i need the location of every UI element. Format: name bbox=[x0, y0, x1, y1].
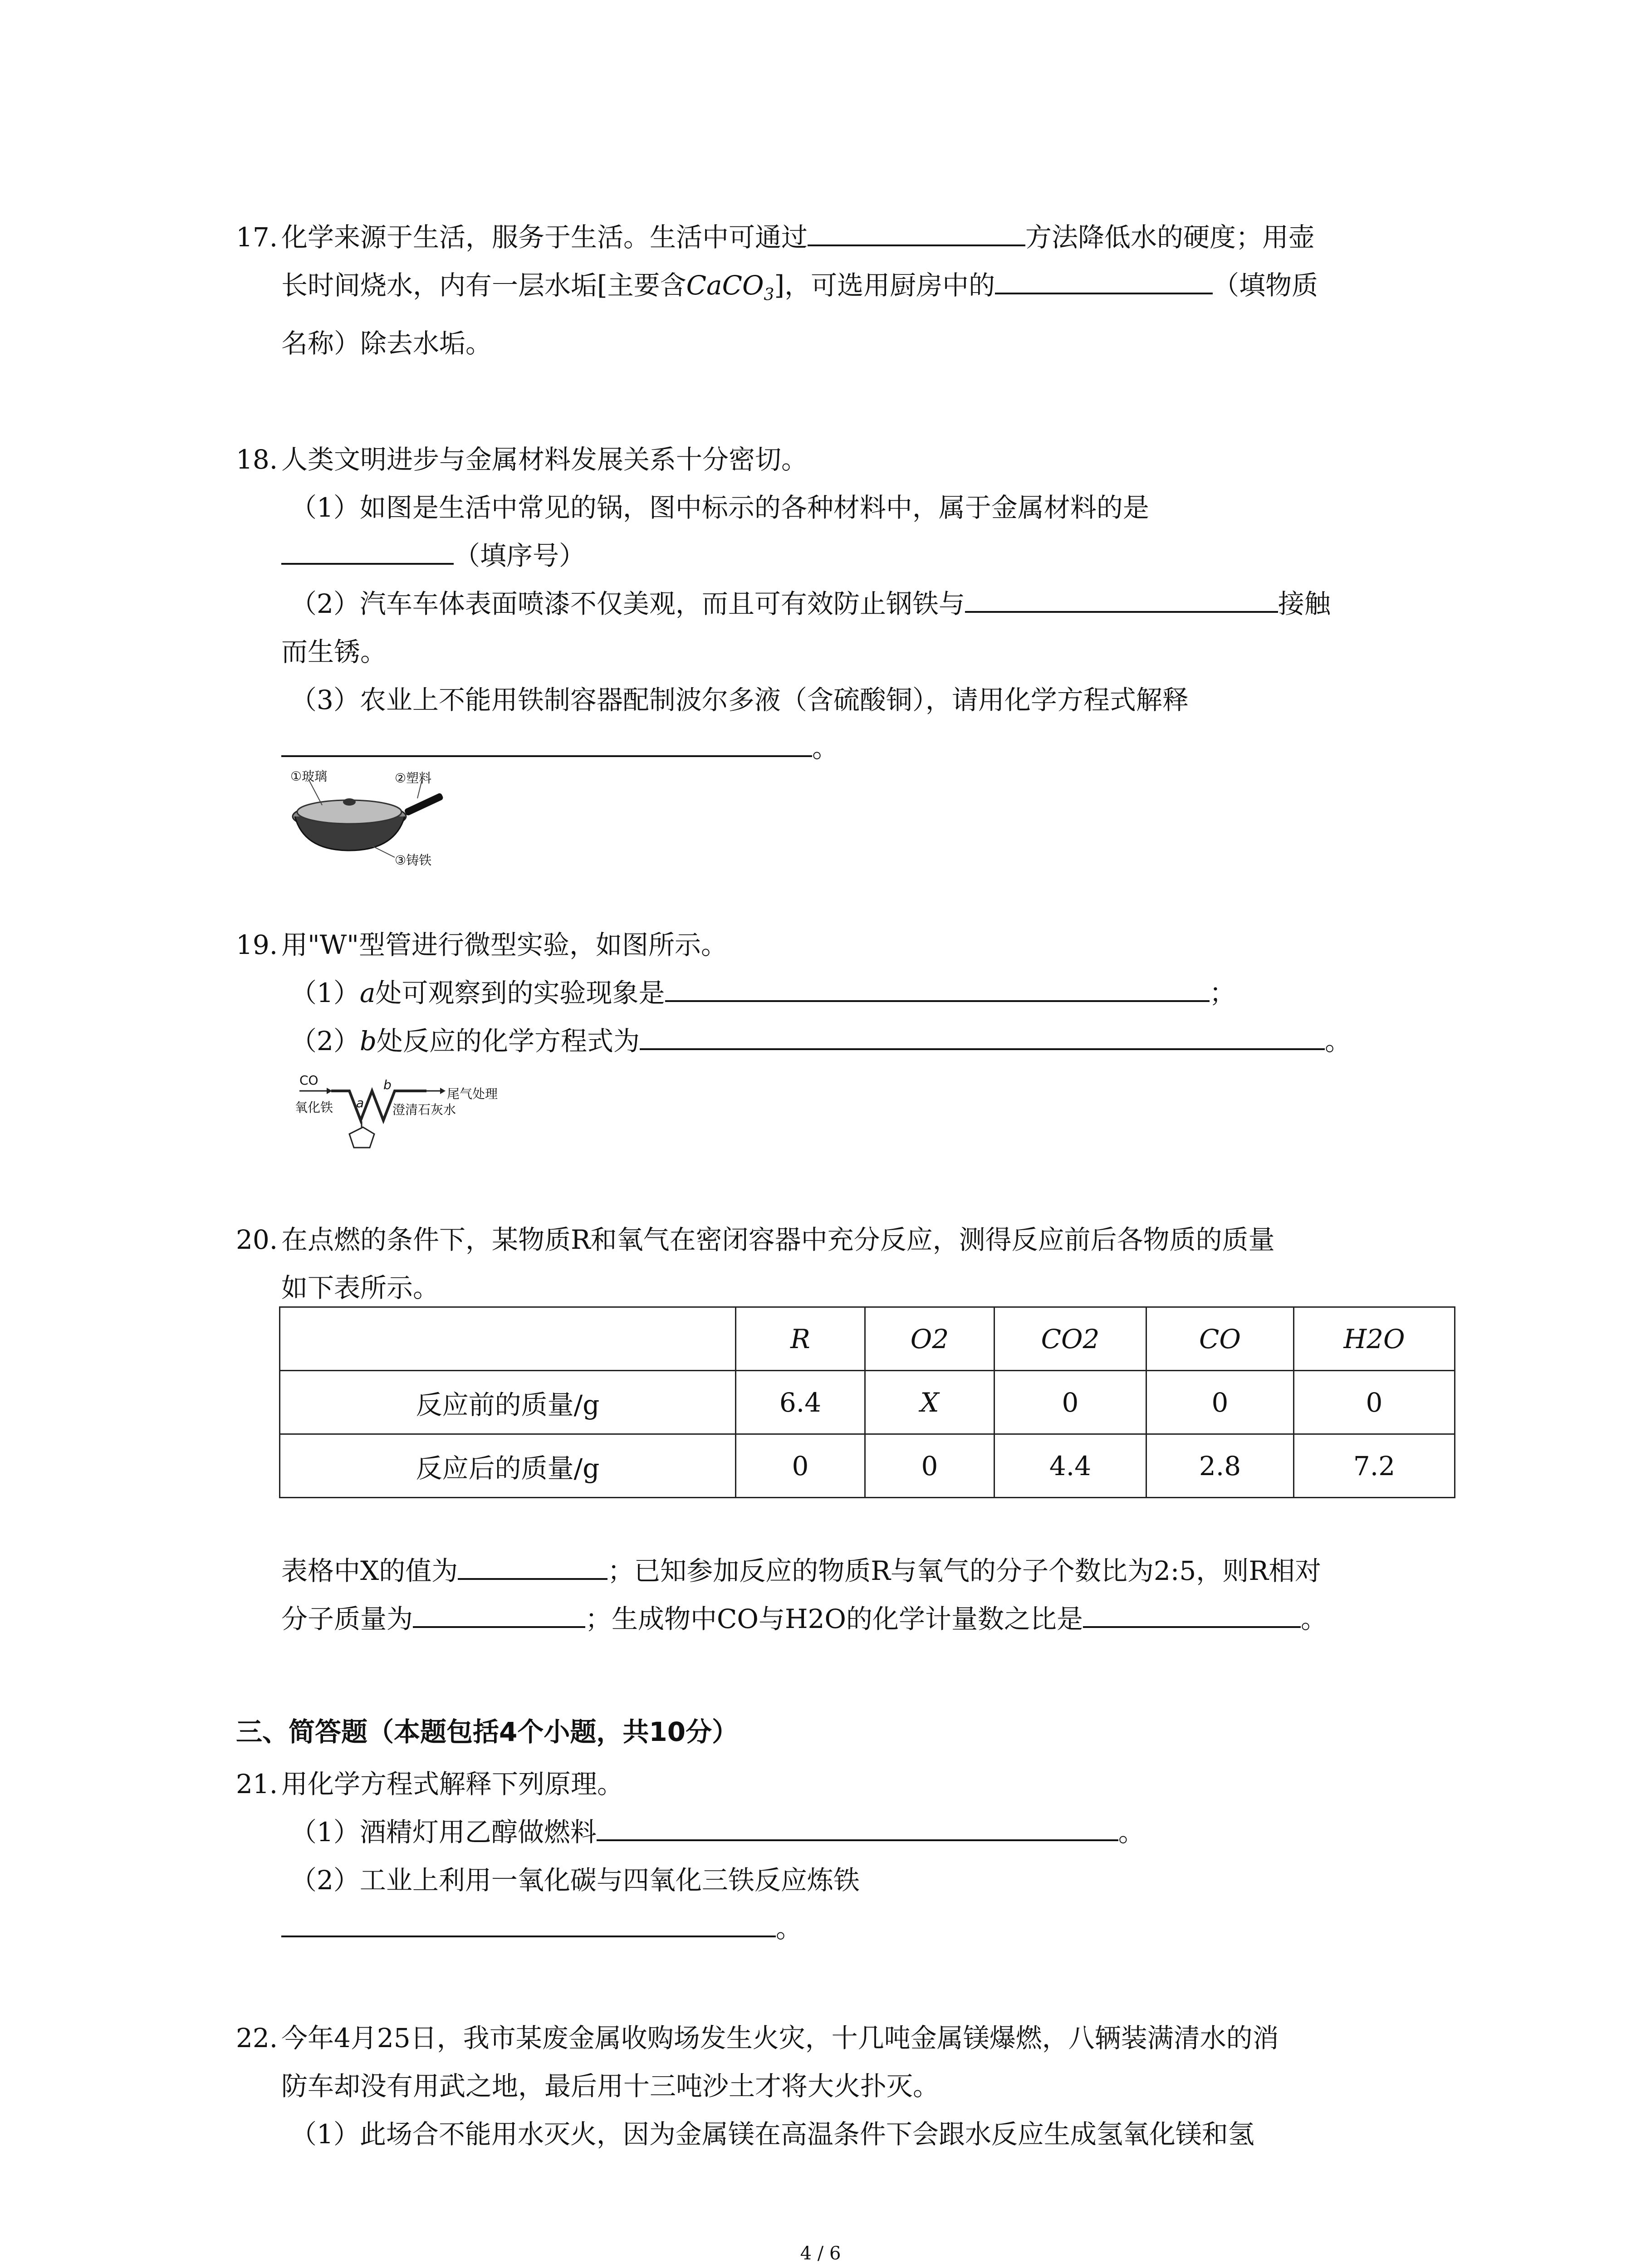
w-tube-label-iron-oxide: 氧化铁 bbox=[295, 1100, 333, 1115]
question-20-answers bbox=[236, 1547, 1461, 1643]
q17-blank-1[interactable] bbox=[808, 216, 1025, 246]
table-cell: 反应后的质量/g bbox=[280, 1434, 736, 1498]
w-tube-label-co: CO bbox=[299, 1073, 318, 1088]
table-cell: 4.4 bbox=[994, 1434, 1146, 1498]
question-18 bbox=[236, 435, 1461, 772]
q21-part1: （1）酒精灯用乙醇做燃料 。 bbox=[236, 1808, 1461, 1856]
w-tube-label-exhaust: 尾气处理 bbox=[447, 1086, 498, 1101]
q17-line2: 长时间烧水，内有一层水垢[主要含CaCO$_3$]，可选用厨房中的 （填物质 bbox=[236, 261, 1461, 319]
table-cell: 7.2 bbox=[1294, 1434, 1455, 1498]
table-cell: 6.4 bbox=[736, 1371, 865, 1434]
section-3-title: 三、简答题（本题包括4个小题，共10分） bbox=[236, 1716, 739, 1747]
q19-part1: （1）a处可观察到的实验现象是 ； bbox=[236, 969, 1461, 1017]
q17-number: 17. bbox=[236, 222, 278, 253]
table-cell: 0 bbox=[865, 1434, 994, 1498]
q21-part2: （2）工业上利用一氧化碳与四氧化三铁反应炼铁 bbox=[290, 1865, 860, 1896]
q20-blank-1[interactable] bbox=[458, 1550, 607, 1580]
q19-blank-2[interactable] bbox=[640, 1020, 1325, 1050]
q18-blank-3[interactable] bbox=[281, 727, 812, 757]
q18-part2: （2）汽车车体表面喷漆不仅美观，而且可有效防止钢铁与 接触 bbox=[236, 580, 1461, 628]
q19-number: 19. bbox=[236, 929, 278, 960]
question-21 bbox=[236, 1760, 1461, 1952]
q18-stem-line: 18. 人类文明进步与金属材料发展关系十分密切。 bbox=[236, 435, 1461, 484]
mass-table bbox=[279, 1306, 1455, 1498]
table-header-cell bbox=[280, 1307, 736, 1371]
table-header-cell: R bbox=[736, 1307, 865, 1371]
q22-number: 22. bbox=[236, 2023, 278, 2053]
q17-line3: 名称）除去水垢。 bbox=[281, 327, 492, 359]
question-22 bbox=[236, 2014, 1461, 2158]
question-20 bbox=[236, 1216, 1461, 1312]
q20-blank-3[interactable] bbox=[1083, 1598, 1301, 1628]
table-cell: 0 bbox=[1146, 1371, 1294, 1434]
page-number: 4 / 6 bbox=[800, 2243, 841, 2264]
q21-blank-1[interactable] bbox=[597, 1811, 1118, 1841]
q21-part2-answer: 。 bbox=[236, 1904, 1461, 1952]
q21-stem-line: 21. 用化学方程式解释下列原理。 bbox=[236, 1760, 1461, 1808]
q22-line2: 防车却没有用武之地，最后用十三吨沙土才将大火扑灭。 bbox=[281, 2071, 940, 2102]
table-row bbox=[280, 1371, 1455, 1434]
q19-stem-line: 19. 用"W"型管进行微型实验，如图所示。 bbox=[236, 921, 1461, 969]
formula-caco3: CaCO$_3$ bbox=[686, 270, 774, 304]
question-19 bbox=[236, 921, 1461, 1065]
wok-label-glass: ①玻璃 bbox=[290, 769, 328, 784]
table-header-cell: H2O bbox=[1294, 1307, 1455, 1371]
q18-part1-answer: （填序号） bbox=[236, 532, 1461, 580]
q21-number: 21. bbox=[236, 1769, 278, 1799]
table-cell: 0 bbox=[994, 1371, 1146, 1434]
q18-part3-answer: 。 bbox=[236, 724, 1461, 772]
table-header-cell: CO bbox=[1146, 1307, 1294, 1371]
table-row bbox=[280, 1434, 1455, 1498]
w-tube-label-b: b bbox=[383, 1077, 392, 1092]
q17-line1: 17. 化学来源于生活，服务于生活。生活中可通过 方法降低水的硬度；用壶 bbox=[236, 213, 1461, 261]
w-tube-label-limewater: 澄清石灰水 bbox=[392, 1102, 456, 1117]
q19-part2: （2）b处反应的化学方程式为 。 bbox=[236, 1017, 1461, 1065]
q18-part2-cont: 而生锈。 bbox=[281, 636, 387, 667]
wok-label-iron: ③铸铁 bbox=[395, 853, 432, 868]
table-cell: 2.8 bbox=[1146, 1434, 1294, 1498]
table-cell: X bbox=[865, 1371, 994, 1434]
table-header-row bbox=[280, 1307, 1455, 1371]
q21-blank-2[interactable] bbox=[281, 1907, 776, 1937]
q20-ans-line1: 表格中X的值为 ；已知参加反应的物质R与氧气的分子个数比为2:5，则R相对 bbox=[236, 1547, 1461, 1595]
q20-line1: 20. 在点燃的条件下，某物质R和氧气在密闭容器中充分反应，测得反应前后各物质的质量 bbox=[236, 1216, 1461, 1264]
q18-part1: （1）如图是生活中常见的锅，图中标示的各种材料中，属于金属材料的是 bbox=[290, 492, 1149, 523]
q22-part1: （1）此场合不能用水灭火，因为金属镁在高温条件下会跟水反应生成氢氧化镁和氢 bbox=[290, 2119, 1254, 2150]
q19-blank-1[interactable] bbox=[665, 972, 1210, 1002]
table-header-cell: O2 bbox=[865, 1307, 994, 1371]
q18-part3: （3）农业上不能用铁制容器配制波尔多液（含硫酸铜），请用化学方程式解释 bbox=[290, 684, 1189, 715]
wok-label-plastic: ②塑料 bbox=[395, 771, 432, 786]
table-header-cell: CO2 bbox=[994, 1307, 1146, 1371]
q18-blank-1[interactable] bbox=[281, 535, 454, 565]
table-cell: 0 bbox=[1294, 1371, 1455, 1434]
q18-blank-2[interactable] bbox=[965, 583, 1278, 613]
table-cell: 0 bbox=[736, 1434, 865, 1498]
w-tube-figure bbox=[290, 1070, 508, 1161]
q20-number: 20. bbox=[236, 1224, 278, 1255]
q17-blank-2[interactable] bbox=[995, 264, 1213, 294]
w-tube-label-a: a bbox=[356, 1095, 364, 1110]
wok-figure bbox=[281, 767, 485, 866]
q20-ans-line2: 分子质量为 ；生成物中CO与H2O的化学计量数之比是 。 bbox=[236, 1595, 1461, 1643]
question-17 bbox=[236, 213, 1461, 367]
q18-number: 18. bbox=[236, 444, 278, 475]
table-cell: 反应前的质量/g bbox=[280, 1371, 736, 1434]
q22-line1: 22. 今年4月25日，我市某废金属收购场发生火灾，十几吨金属镁爆燃，八辆装满清水的消 bbox=[236, 2014, 1461, 2062]
q20-blank-2[interactable] bbox=[413, 1598, 585, 1628]
q20-line2: 如下表所示。 bbox=[281, 1272, 440, 1303]
